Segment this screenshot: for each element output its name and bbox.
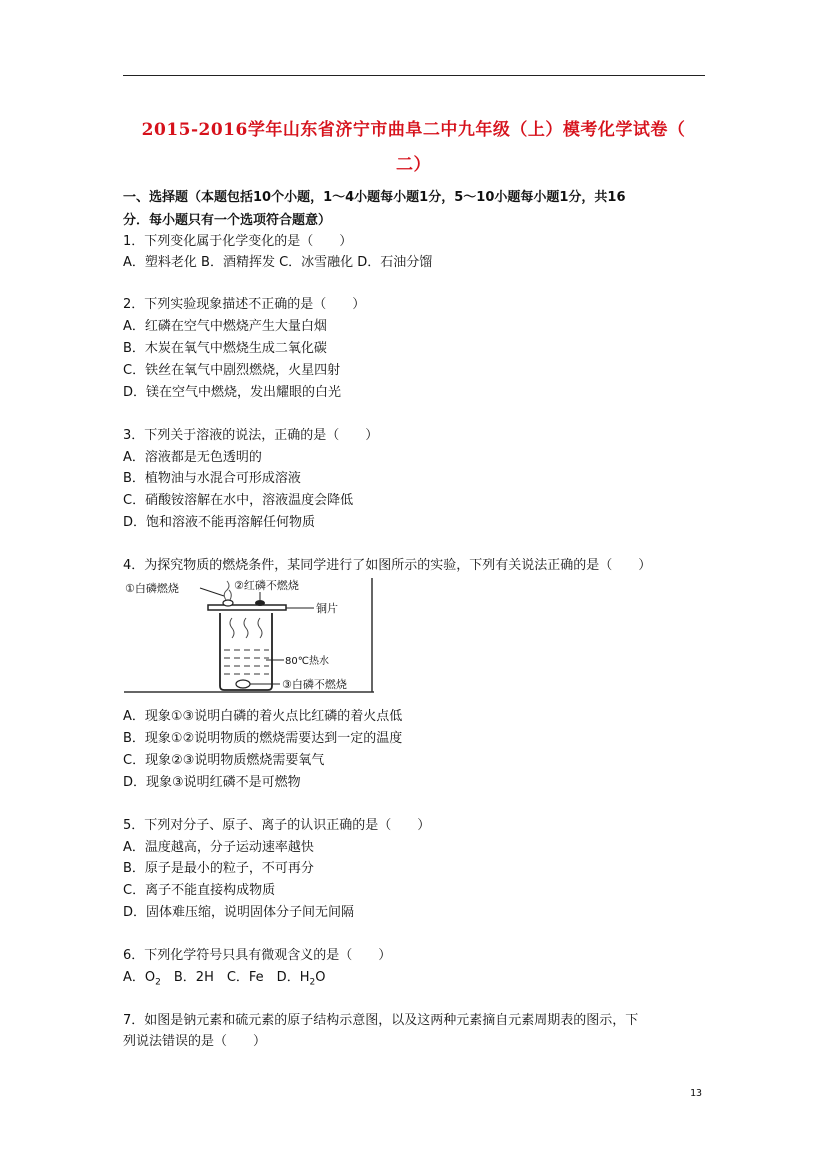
page-number: 13	[690, 1088, 703, 1099]
label-white-burning: ①白磷燃烧	[125, 582, 179, 595]
question-4-option-d: D．现象③说明红磷不是可燃物	[123, 775, 301, 790]
white-phosphorus-on-plate	[223, 600, 233, 606]
red-phosphorus	[255, 600, 265, 606]
option-a-text: A．O	[123, 970, 156, 985]
question-3-option-b: B．植物油与水混合可形成溶液	[123, 471, 301, 486]
option-a-subscript: 2	[155, 977, 161, 988]
question-2-option-a: A．红磷在空气中燃烧产生大量白烟	[123, 319, 327, 334]
copper-plate	[208, 605, 286, 610]
hot-water	[224, 650, 269, 674]
option-d-end: O	[315, 970, 326, 985]
question-4-option-a: A．现象①③说明白磷的着火点比红磷的着火点低	[123, 709, 403, 724]
question-7-stem-line1: 7．如图是钠元素和硫元素的原子结构示意图，以及这两种元素摘自元素周期表的图示，下	[123, 1013, 639, 1028]
question-2-option-d: D．镁在空气中燃烧，发出耀眼的白光	[123, 385, 342, 400]
white-phosphorus-in-water	[236, 680, 250, 688]
label-hot-water: 80℃热水	[285, 656, 329, 667]
question-4-stem: 4．为探究物质的燃烧条件，某同学进行了如图所示的实验，下列有关说法正确的是（ ）	[123, 558, 652, 573]
beaker	[220, 613, 272, 690]
exam-title-line2: 二）	[396, 155, 431, 175]
section-heading-line2: 分．每小题只有一个选项符合题意）	[123, 213, 332, 228]
question-6-options	[123, 968, 325, 993]
question-2-stem: 2．下列实验现象描述不正确的是（ ）	[123, 297, 366, 312]
question-3-option-d: D．饱和溶液不能再溶解任何物质	[123, 515, 316, 530]
question-6-stem: 6．下列化学符号只具有微观含义的是（ ）	[123, 948, 392, 963]
question-5-option-b: B．原子是最小的粒子，不可再分	[123, 861, 314, 876]
question-3-option-c: C．硝酸铵溶解在水中，溶液温度会降低	[123, 493, 354, 508]
question-5-option-a: A．温度越高，分子运动速率越快	[123, 840, 314, 855]
question-2-option-c: C．铁丝在氧气中剧烈燃烧，火星四射	[123, 363, 341, 378]
question-3-stem: 3．下列关于溶液的说法，正确的是（ ）	[123, 428, 379, 443]
question-3-option-a: A．溶液都是无色透明的	[123, 450, 262, 465]
steam	[230, 618, 262, 638]
question-7-stem-line2: 列说法错误的是（ ）	[123, 1034, 267, 1049]
section-heading-line1: 一、选择题（本题包括10个小题，1～4小题每小题1分，5～10小题每小题1分，共16	[123, 190, 626, 205]
exam-title-line1: 2015-2016学年山东省济宁市曲阜二中九年级（上）模考化学试卷（	[141, 120, 686, 140]
combustion-experiment-figure	[124, 578, 374, 694]
question-5-stem: 5．下列对分子、原子、离子的认识正确的是（ ）	[123, 818, 431, 833]
flame-smoke	[224, 581, 231, 600]
leader-white-burning	[200, 588, 224, 596]
label-white-not-burning: ③白磷不燃烧	[282, 678, 347, 691]
question-2-option-b: B．木炭在氧气中燃烧生成二氧化碳	[123, 341, 327, 356]
question-1-options: A．塑料老化 B．酒精挥发 C．冰雪融化 D．石油分馏	[123, 255, 433, 270]
question-4-option-c: C．现象②③说明物质燃烧需要氧气	[123, 753, 325, 768]
question-5-option-d: D．固体难压缩，说明固体分子间无间隔	[123, 905, 355, 920]
option-d-subscript: 2	[309, 977, 316, 988]
header-rule	[123, 75, 705, 76]
label-copper-plate: 铜片	[316, 602, 338, 615]
question-5-option-c: C．离子不能直接构成物质	[123, 883, 276, 898]
question-1-stem: 1．下列变化属于化学变化的是（ ）	[123, 234, 353, 249]
option-bcd-text: B．2H C．Fe D．H	[160, 970, 310, 985]
label-red-phosphorus: ②红磷不燃烧	[234, 579, 299, 592]
question-4-option-b: B．现象①②说明物质的燃烧需要达到一定的温度	[123, 731, 403, 746]
